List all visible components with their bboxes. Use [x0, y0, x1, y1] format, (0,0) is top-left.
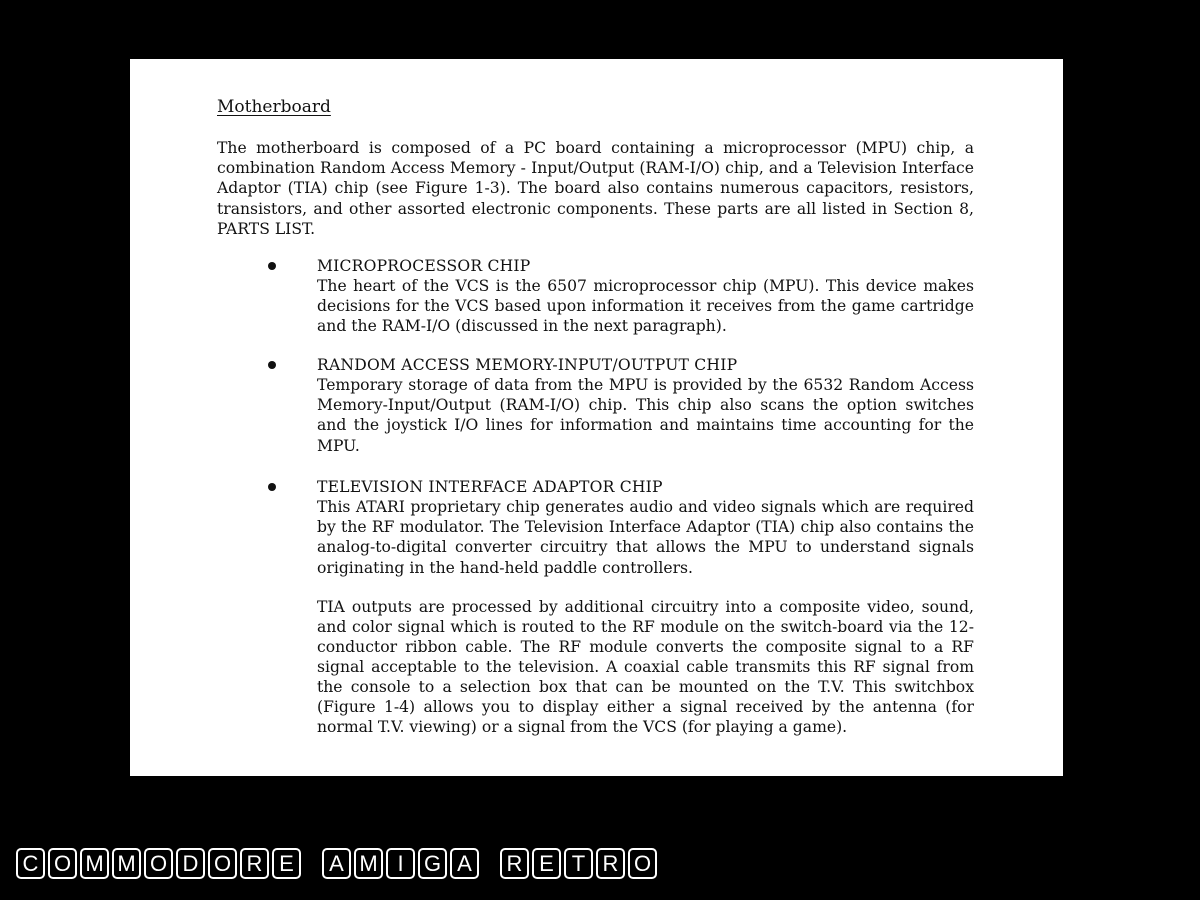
banner-letter: O [628, 848, 657, 879]
item-body: The heart of the VCS is the 6507 microprocessor chip (MPU). This device makes decisions for the VCS based upon information it receives from the game cartridge and the RAM-I/O (discussed in the next paragraph). [317, 277, 974, 336]
banner-letter: O [144, 848, 173, 879]
banner-letter: G [418, 848, 447, 879]
list-item-ram-io [317, 355, 974, 456]
banner-letter: O [208, 848, 237, 879]
banner-letter: R [240, 848, 269, 879]
banner-word-amiga [322, 848, 482, 879]
banner-letter: R [500, 848, 529, 879]
bullet-icon [268, 361, 276, 369]
item-title: MICROPROCESSOR CHIP [317, 257, 531, 275]
banner-letter: D [176, 848, 205, 879]
banner-letter: E [532, 848, 561, 879]
item-title: TELEVISION INTERFACE ADAPTOR CHIP [317, 478, 663, 496]
commodore-amiga-retro-banner [16, 846, 678, 881]
banner-letter: M [112, 848, 141, 879]
item-body: Temporary storage of data from the MPU is provided by the 6532 Random Access Memory-Input/Output (RAM-I/O) chip. This chip also scans the option switches and the joystick I/O lines for information and maintains time accounting for the MPU. [317, 376, 974, 455]
intro-paragraph: The motherboard is composed of a PC board containing a microprocessor (MPU) chip, a combination Random Access Memory - Input/Output (RAM-I/O) chip, and a Television Interface Adaptor (TIA) chip (see Figure 1-3). The board also contains numerous capacitors, resistors, transistors, and other assorted electronic components. These parts are all listed in Section 8, PARTS LIST. [217, 139, 974, 238]
banner-letter: R [596, 848, 625, 879]
banner-letter: E [272, 848, 301, 879]
banner-letter: A [450, 848, 479, 879]
list-item-microprocessor [317, 256, 974, 337]
bullet-icon [268, 483, 276, 491]
list-item-tia [317, 477, 974, 578]
banner-word-retro [500, 848, 660, 879]
banner-letter: A [322, 848, 351, 879]
banner-word-commodore [16, 848, 304, 879]
banner-letter: O [48, 848, 77, 879]
banner-letter: I [386, 848, 415, 879]
item-body: This ATARI proprietary chip generates audio and video signals which are required by the RF modulator. The Television Interface Adaptor (TIA) chip also contains the analog-to-digital converter circuitry that allows the MPU to understand signals originating in the hand-held paddle controllers. [317, 498, 974, 577]
section-heading: Motherboard [217, 97, 331, 117]
banner-letter: M [354, 848, 383, 879]
banner-letter: M [80, 848, 109, 879]
banner-letter: C [16, 848, 45, 879]
item-title: RANDOM ACCESS MEMORY-INPUT/OUTPUT CHIP [317, 356, 738, 374]
bullet-icon [268, 262, 276, 270]
tia-outputs-paragraph: TIA outputs are processed by additional circuitry into a composite video, sound, and color signal which is routed to the RF module on the switch-board via the 12-conductor ribbon cable. The RF module converts the composite signal to a RF signal acceptable to the television. A coaxial cable transmits this RF signal from the console to a selection box that can be mounted on the T.V. This switchbox (Figure 1-4) allows you to display either a signal received by the antenna (for normal T.V. viewing) or a signal from the VCS (for playing a game). [317, 598, 974, 736]
banner-letter: T [564, 848, 593, 879]
document-page [130, 59, 1063, 776]
